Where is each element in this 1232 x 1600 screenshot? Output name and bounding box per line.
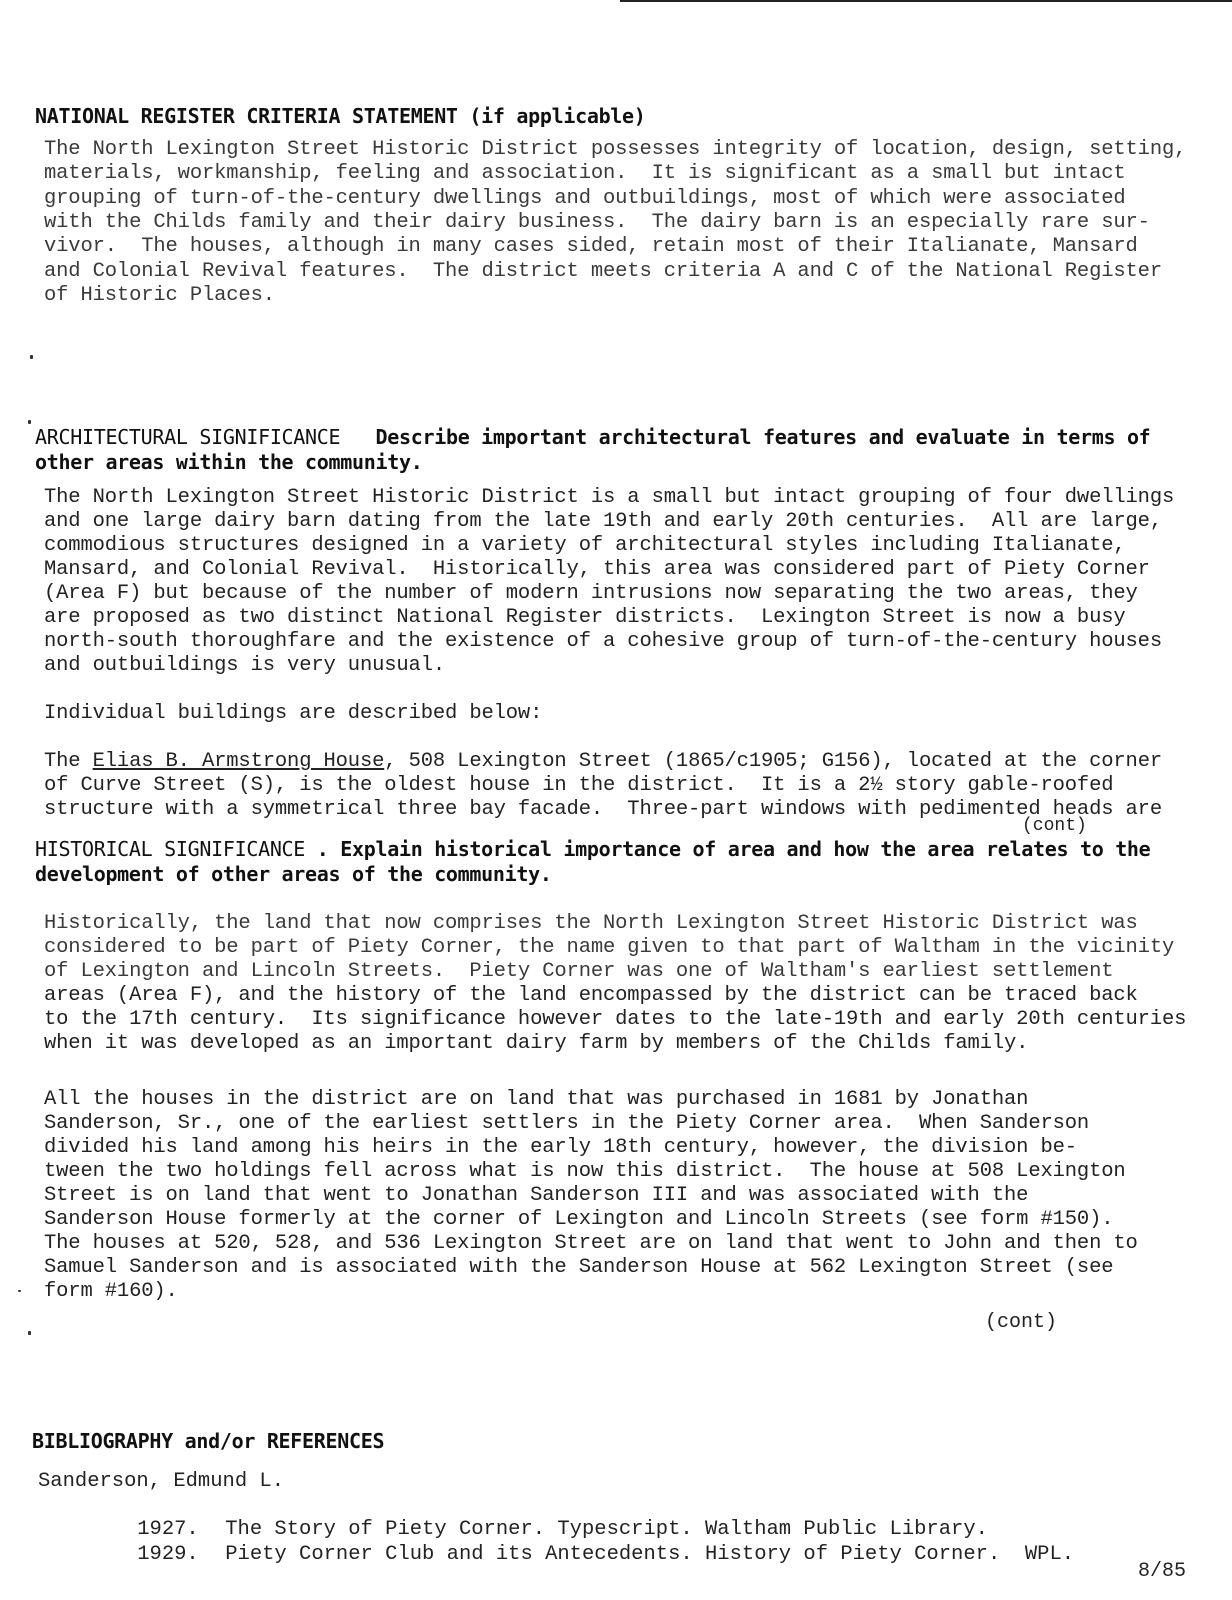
historical-line: Sanderson, Sr., one of the earliest settlers in the Piety Corner area. When Sanderson [44, 1112, 1090, 1135]
historical-line: The houses at 520, 528, and 536 Lexington Street are on land that went to John and then to [44, 1232, 1138, 1255]
criteria-line: materials, workmanship, feeling and association. It is significant as a small but intact [44, 162, 1126, 185]
architectural-cont: (cont) [1022, 816, 1087, 836]
architectural-line: are proposed as two distinct National Register districts. Lexington Street is now a busy [44, 606, 1126, 629]
historical-line: Historically, the land that now comprises the North Lexington Street Historic District was [44, 912, 1138, 935]
historical-cont: (cont) [985, 1311, 1058, 1334]
historical-line: to the 17th century. Its significance however dates to the late-19th and early 20th centuries [44, 1008, 1187, 1031]
architectural-heading-label: ARCHITECTURAL SIGNIFICANCE [35, 425, 341, 449]
historical-line: considered to be part of Piety Corner, the name given to that part of Waltham in the vicinity [44, 936, 1175, 959]
bibliography-author: Sanderson, Edmund L. [38, 1470, 285, 1493]
criteria-line: of Historic Places. [44, 284, 275, 307]
architectural-line: and one large dairy barn dating from the late 19th and early 20th centuries. All are large, [44, 510, 1162, 533]
scan-speck [18, 1290, 21, 1292]
historical-line: form #160). [44, 1280, 178, 1303]
criteria-line: with the Childs family and their dairy business. The dairy barn is an especially rare sur- [44, 211, 1150, 234]
historical-heading-prompt-2: development of other areas of the community. [35, 862, 552, 886]
architectural-line [44, 750, 1204, 774]
scan-speck [30, 355, 33, 359]
architectural-line: commodious structures designed in a variety of architectural styles including Italianate, [44, 534, 1126, 557]
architectural-heading-prompt-2: other areas within the community. [35, 450, 423, 474]
architectural-heading-prompt: Describe important architectural features and evaluate in terms of [375, 425, 1151, 449]
historical-line: of Lexington and Lincoln Streets. Piety Corner was one of Waltham's earliest settlement [44, 960, 1114, 983]
architectural-heading [35, 424, 1205, 450]
historical-heading: HISTORICAL SIGNIFICANCE . Explain historical importance of area and how the area relates to the [35, 837, 1151, 861]
criteria-line: vivor. The houses, although in many cases sided, retain most of their Italianate, Mansard [44, 235, 1138, 258]
entry-year: 1927. [137, 1518, 199, 1541]
bibliography-entry [88, 1520, 1074, 1589]
historical-line: All the houses in the district are on land that was purchased in 1681 by Jonathan [44, 1088, 1029, 1111]
para3-rest: , 508 Lexington Street (1865/c1905; G156), located at the corner [384, 750, 1162, 773]
bibliography-heading: BIBLIOGRAPHY and/or REFERENCES [32, 1429, 385, 1453]
para3-prefix: The [44, 750, 93, 773]
armstrong-house-name: Elias B. Armstrong House [92, 750, 385, 773]
historical-heading-label: HISTORICAL SIGNIFICANCE [35, 837, 306, 861]
scan-speck [28, 420, 31, 424]
criteria-heading: NATIONAL REGISTER CRITERIA STATEMENT (if applicable) [35, 104, 646, 128]
architectural-line: of Curve Street (S), is the oldest house in the district. It is a 2½ story gable-roofed [44, 774, 1114, 797]
historical-line: tween the two holdings fell across what is now this district. The house at 508 Lexington [44, 1160, 1126, 1183]
entry-text: The Story of Piety Corner. Typescript. Waltham Public Library. [225, 1518, 988, 1541]
architectural-para-2: Individual buildings are described below: [44, 702, 543, 725]
architectural-line: (Area F) but because of the number of modern intrusions now separating the two areas, they [44, 582, 1138, 605]
architectural-line: and outbuildings is very unusual. [44, 654, 446, 677]
historical-heading-prompt: Explain historical importance of area and how the area relates to the [340, 837, 1151, 861]
historical-line: Street is on land that went to Jonathan Sanderson III and was associated with the [44, 1184, 1029, 1207]
architectural-line: north-south thoroughfare and the existence of a cohesive group of turn-of-the-century houses [44, 630, 1162, 653]
historical-line: Samuel Sanderson and is associated with the Sanderson House at 562 Lexington Street (see [44, 1256, 1114, 1279]
criteria-line: grouping of turn-of-the-century dwellings and outbuildings, most of which were associated [44, 187, 1126, 210]
top-border-rule [620, 0, 1232, 2]
historical-line: areas (Area F), and the history of the land encompassed by the district can be traced back [44, 984, 1138, 1007]
criteria-line: and Colonial Revival features. The district meets criteria A and C of the National Register [44, 260, 1162, 283]
page-number: 8/85 [1138, 1560, 1187, 1583]
entry-text: Piety Corner Club and its Antecedents. History of Piety Corner. WPL. [225, 1543, 1075, 1566]
architectural-line: Mansard, and Colonial Revival. Historically, this area was considered part of Piety Corner [44, 558, 1150, 581]
scan-speck [28, 1331, 31, 1335]
historical-line: when it was developed as an important dairy farm by members of the Childs family. [44, 1032, 1029, 1055]
historical-line: divided his land among his heirs in the early 18th century, however, the division be- [44, 1136, 1077, 1159]
architectural-line: The North Lexington Street Historic District is a small but intact grouping of four dwellings [44, 486, 1175, 509]
criteria-line: The North Lexington Street Historic District possesses integrity of location, design, setting, [44, 138, 1187, 161]
entry-year: 1929. [137, 1543, 199, 1566]
historical-line: Sanderson House formerly at the corner of Lexington and Lincoln Streets (see form #150). [44, 1208, 1114, 1231]
architectural-line: structure with a symmetrical three bay facade. Three-part windows with pedimented heads are [44, 798, 1162, 821]
